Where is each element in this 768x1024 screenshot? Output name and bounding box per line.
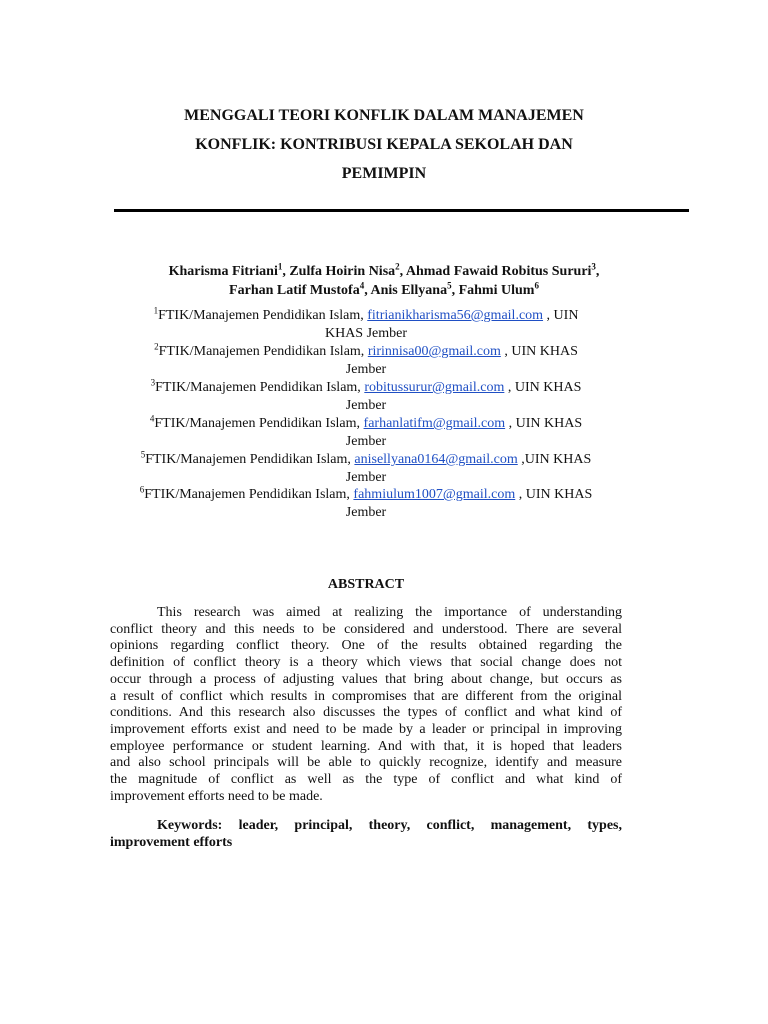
affiliation-3 xyxy=(110,379,622,415)
abstract-line: employee performance or student learning. And with that, it is hoped that leaders xyxy=(110,738,622,754)
affiliation-text: FTIK/Manajemen Pendidikan Islam, xyxy=(158,344,365,359)
author-name: Fahmi Ulum xyxy=(458,283,535,298)
abstract-line: and also school principals will be able to quickly recognize, identify and measure xyxy=(110,755,622,771)
email-link[interactable]: fahmiulum1007@gmail.com xyxy=(353,487,516,502)
author-name: Farhan Latif Mustofa xyxy=(229,283,360,298)
author-name: Zulfa Hoirin Nisa xyxy=(289,264,396,279)
author-number: 4 xyxy=(359,280,365,291)
author-number: 3 xyxy=(591,261,596,272)
title-line: MENGGALI TEORI KONFLIK DALAM MANAJEMEN xyxy=(184,107,584,124)
affiliation-location: Jember xyxy=(345,434,387,449)
abstract-heading: ABSTRACT xyxy=(327,577,405,592)
title-line: PEMIMPIN xyxy=(341,165,427,182)
affiliation-number: 3 xyxy=(150,377,156,388)
affiliation-text: FTIK/Manajemen Pendidikan Islam, xyxy=(145,452,351,467)
author-number: 1 xyxy=(277,261,283,272)
affiliation-text: FTIK/Manajemen Pendidikan Islam, xyxy=(144,487,350,502)
affiliation-number: 6 xyxy=(139,484,145,495)
author-name: Ahmad Fawaid Robitus Sururi xyxy=(405,264,592,279)
author-number: 6 xyxy=(534,280,539,291)
email-link[interactable]: fitrianikharisma56@gmail.com xyxy=(367,308,544,323)
author-line: Kharisma Fitriani$^1$, Zulfa Hoirin Nisa$^2$, Ahmad Fawaid Robitus Sururi$^3$, xyxy=(168,261,600,279)
affiliation-suffix: ,UIN KHAS xyxy=(517,452,592,467)
abstract-line: the magnitude of conflict as well as the type of conflict and what kind of xyxy=(110,772,622,788)
affiliation-number: 4 xyxy=(149,413,155,424)
author-name: Anis Ellyana xyxy=(370,283,448,298)
affiliation-suffix: , UIN KHAS xyxy=(504,380,582,395)
affiliation-text: FTIK/Manajemen Pendidikan Islam, xyxy=(154,416,361,431)
affiliation-6 xyxy=(110,486,622,522)
affiliation-number: 1 xyxy=(153,305,159,316)
affiliation-4 xyxy=(110,415,622,451)
author-number: 5 xyxy=(447,280,452,291)
email-link[interactable]: farhanlatifm@gmail.com xyxy=(363,416,506,431)
affiliation-number: 5 xyxy=(140,449,146,460)
affiliation-text: FTIK/Manajemen Pendidikan Islam, xyxy=(158,308,364,323)
title-divider xyxy=(114,209,689,212)
keywords xyxy=(110,818,622,851)
paper-title xyxy=(120,101,648,188)
author-number: 2 xyxy=(395,261,400,272)
abstract-body xyxy=(110,605,622,805)
affiliation-number: 2 xyxy=(154,341,159,352)
author-list xyxy=(100,262,668,300)
affiliation-location: Jember xyxy=(345,362,387,377)
abstract-line: improvement efforts need to be made. xyxy=(110,788,323,804)
email-link[interactable]: ririnnisa00@gmail.com xyxy=(367,344,501,359)
affiliation-suffix: , UIN KHAS xyxy=(515,487,593,502)
title-line: KONFLIK: KONTRIBUSI KEPALA SEKOLAH DAN xyxy=(195,136,573,153)
abstract-line: occur through a process of adjusting values that bring about change, but occurs as xyxy=(110,671,622,687)
abstract-line: conflict theory and this needs to be considered and understood. There are several xyxy=(110,621,622,637)
author-line: Farhan Latif Mustofa$^4$, Anis Ellyana$^5$, Fahmi Ulum$^6$ xyxy=(229,280,539,298)
affiliation-1 xyxy=(110,307,622,343)
affiliation-location: Jember xyxy=(345,470,387,485)
author-name: Kharisma Fitriani xyxy=(168,264,278,279)
abstract-line: definition of conflict theory is a theory which views that social change does not xyxy=(110,655,622,671)
keywords-line: improvement efforts xyxy=(110,834,233,850)
affiliation-suffix: , UIN KHAS xyxy=(500,344,578,359)
abstract-line: This research was aimed at realizing the importance of understanding xyxy=(157,605,622,620)
email-link[interactable]: anisellyana0164@gmail.com xyxy=(354,452,518,467)
affiliation-2 xyxy=(110,343,622,379)
affiliation-suffix: , UIN xyxy=(543,308,579,323)
abstract-line: a result of conflict which results in compromises that are different from the original xyxy=(110,688,622,704)
affiliation-location: Jember xyxy=(345,398,387,413)
affiliation-text: FTIK/Manajemen Pendidikan Islam, xyxy=(155,380,361,395)
affiliation-location: KHAS Jember xyxy=(324,326,408,341)
email-link[interactable]: robitussurur@gmail.com xyxy=(364,380,505,395)
affiliation-suffix: , UIN KHAS xyxy=(505,416,583,431)
affiliation-location: Jember xyxy=(345,505,387,520)
affiliation-5 xyxy=(110,451,622,487)
abstract-line: opinions regarding conflict theory. One of the results obtained regarding the xyxy=(110,638,622,654)
keywords-line: Keywords: leader, principal, theory, conflict, management, types, xyxy=(157,818,622,833)
abstract-line: improvement efforts exist and need to be made by a leader or principal in improving xyxy=(110,721,622,737)
abstract-line: conditions. And this research also discusses the types of conflict and what kind of xyxy=(110,705,622,721)
